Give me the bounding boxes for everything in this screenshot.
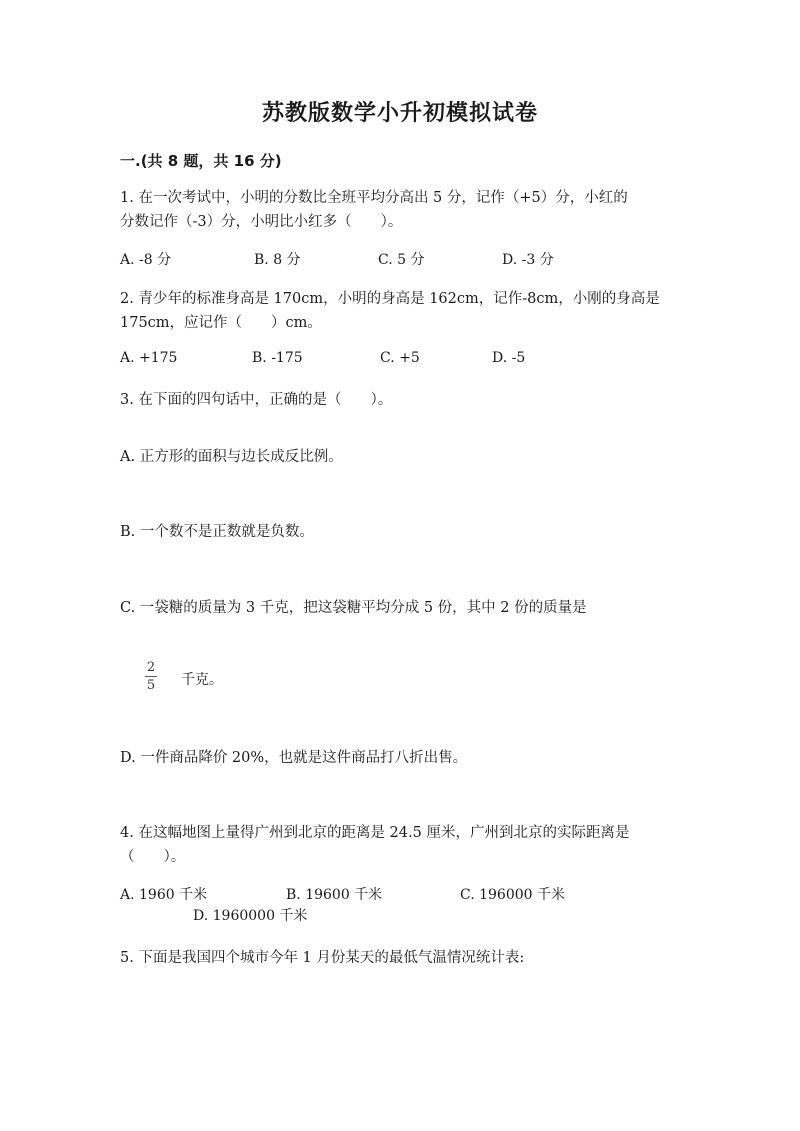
q2-option-b: B. -175 bbox=[252, 350, 303, 366]
q2-option-a: A. +175 bbox=[120, 350, 178, 366]
q4-option-b: B. 19600 千米 bbox=[286, 887, 383, 903]
q3-option-c-tail: 千克。 bbox=[181, 672, 223, 688]
q1-option-b: B. 8 分 bbox=[254, 252, 301, 268]
q2-option-d: D. -5 bbox=[492, 350, 526, 366]
q4-option-d: D. 1960000 千米 bbox=[193, 908, 308, 924]
q1-option-c: C. 5 分 bbox=[378, 252, 425, 268]
page-title: 苏教版数学小升初模拟试卷 bbox=[261, 101, 538, 126]
fraction-bar bbox=[145, 676, 157, 677]
q1-line-2: 分数记作（-3）分，小明比小红多（ ）。 bbox=[120, 214, 403, 230]
fraction-two-fifths bbox=[145, 660, 157, 693]
q1-option-d: D. -3 分 bbox=[502, 252, 554, 268]
q4-line-2: （ ）。 bbox=[120, 849, 186, 865]
q3-option-d: D. 一件商品降价 20%，也就是这件商品打八折出售。 bbox=[120, 750, 468, 766]
q1-line-1: 1. 在一次考试中，小明的分数比全班平均分高出 5 分，记作（+5）分，小红的 bbox=[120, 190, 628, 206]
q4-option-a: A. 1960 千米 bbox=[120, 887, 208, 903]
q3-line-1: 3. 在下面的四句话中，正确的是（ ）。 bbox=[120, 392, 393, 408]
q4-line-1: 4. 在这幅地图上量得广州到北京的距离是 24.5 厘米，广州到北京的实际距离是 bbox=[120, 825, 630, 841]
fraction-denominator: 5 bbox=[146, 678, 156, 693]
q3-option-c: C. 一袋糖的质量为 3 千克，把这袋糖平均分成 5 份，其中 2 份的质量是 bbox=[120, 600, 587, 616]
q1-option-a: A. -8 分 bbox=[120, 252, 172, 268]
q3-option-a: A. 正方形的面积与边长成反比例。 bbox=[120, 449, 343, 465]
q2-line-1: 2. 青少年的标准身高是 170cm，小明的身高是 162cm，记作-8cm，小刚的身高是 bbox=[120, 291, 660, 307]
q2-line-2: 175cm，应记作（ ）cm。 bbox=[120, 315, 322, 331]
section-heading: 一.(共 8 题，共 16 分) bbox=[120, 152, 282, 170]
q2-option-c: C. +5 bbox=[380, 350, 420, 366]
fraction-numerator: 2 bbox=[146, 660, 156, 675]
q5-line-1: 5. 下面是我国四个城市今年 1 月份某天的最低气温情况统计表: bbox=[120, 950, 525, 966]
q4-option-c: C. 196000 千米 bbox=[460, 887, 566, 903]
q3-option-b: B. 一个数不是正数就是负数。 bbox=[120, 524, 314, 540]
